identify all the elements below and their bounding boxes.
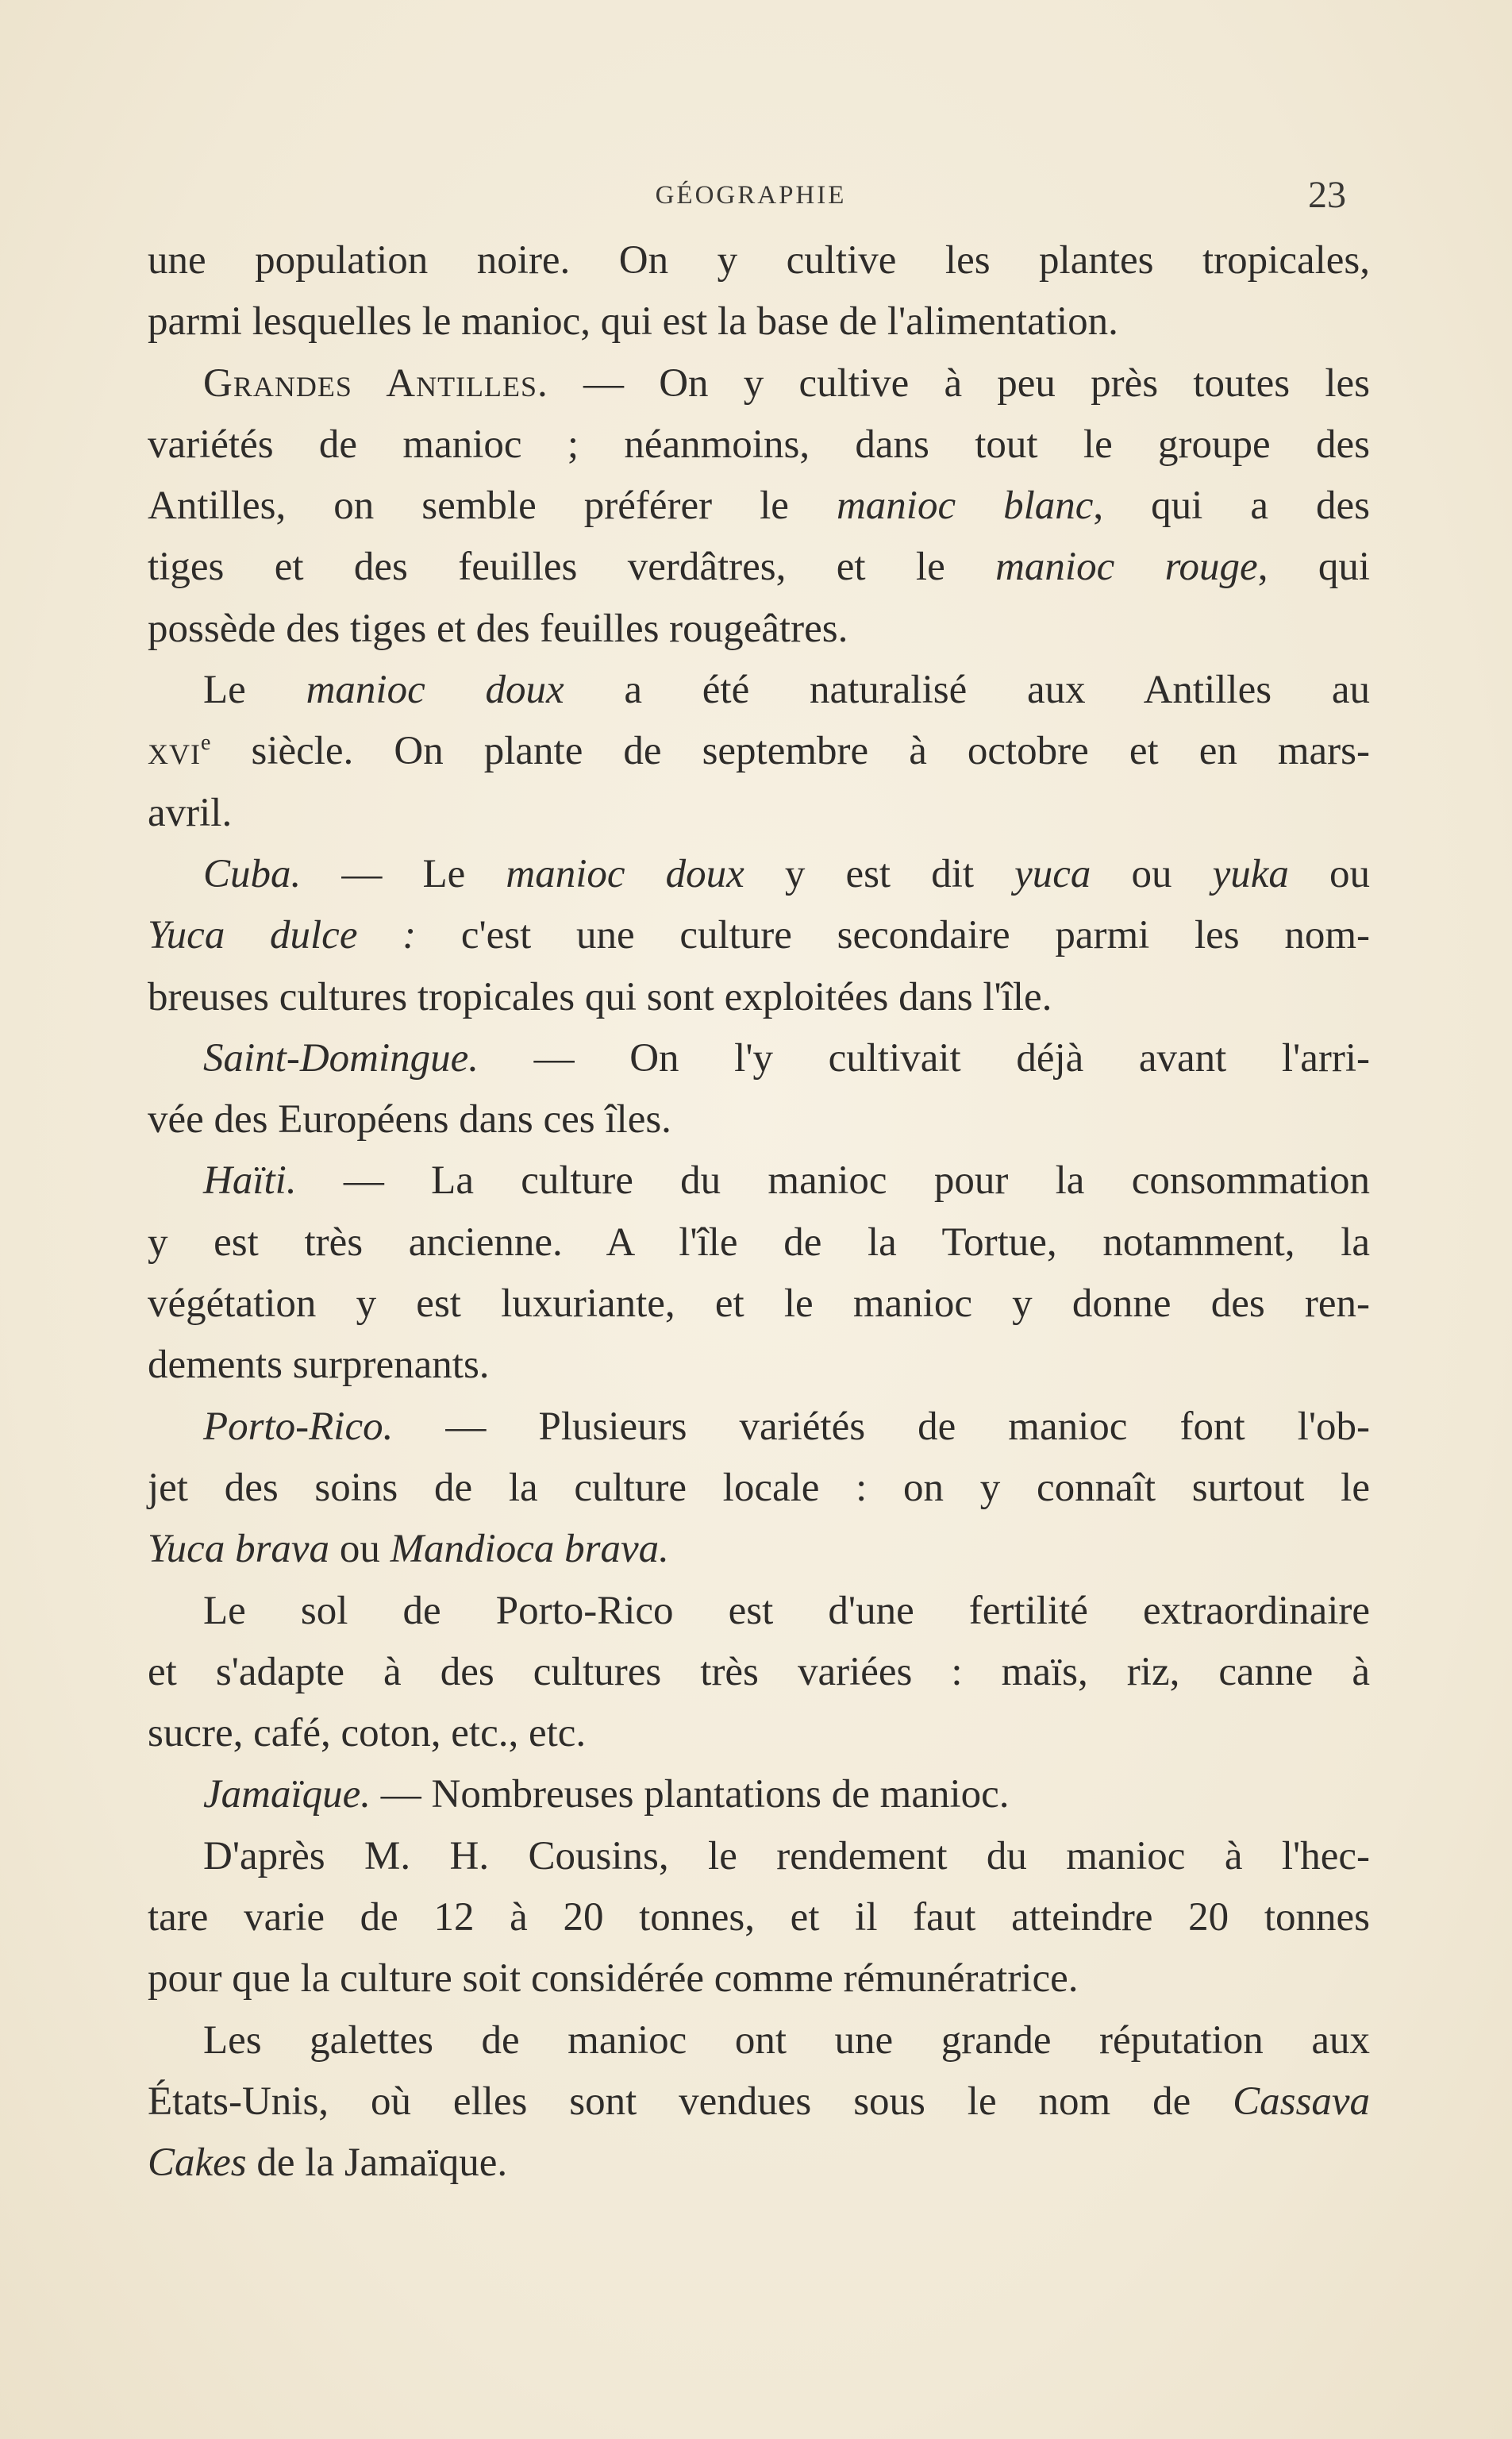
text-line: Le sol de Porto-Rico est d'une fertilité extraordinaire (203, 1588, 1370, 1633)
text-line: Cakes de la Jamaïque. (148, 2140, 508, 2186)
text-line: avril. (148, 790, 233, 835)
text-line: Yuca dulce : c'est une culture secondaire parmi les nom- (148, 913, 1370, 958)
text-line: Le manioc doux a été naturalisé aux Antilles au (203, 668, 1370, 713)
text-line: tiges et des feuilles verdâtres, et le manioc rouge, qui (148, 545, 1370, 590)
text-line: dements surprenants. (148, 1343, 490, 1388)
text-line: Les galettes de manioc ont une grande réputation aux (203, 2017, 1370, 2063)
text-line: Grandes Antilles. — On y cultive à peu près toutes les (203, 360, 1370, 406)
place-name: Haïti. (203, 1158, 297, 1204)
text-line: Cuba. — Le manioc doux y est dit yuca ou yuka ou (203, 851, 1371, 896)
text-line: Jamaïque. — Nombreuses plantations de manioc. (203, 1772, 1010, 1817)
running-title: GÉOGRAPHIE (655, 181, 847, 210)
section-heading: Grandes Antilles. (203, 360, 548, 406)
text-line: végétation y est luxuriante, et le manioc y donne des ren- (148, 1281, 1370, 1327)
page-number: 23 (1308, 174, 1346, 216)
text-line: y est très ancienne. A l'île de la Tortue, notamment, la (148, 1220, 1370, 1265)
text-line: breuses cultures tropicales qui sont exploitées dans l'île. (148, 974, 1052, 1019)
text-line: jet des soins de la culture locale : on y connaît surtout le (148, 1465, 1370, 1510)
text-line: xvi$^e$ siècle. On plante de septembre à octobre et en mars- (148, 729, 1370, 774)
text-line: une population noire. On y cultive les plantes tropicales, (148, 238, 1370, 283)
text-line: D'après M. H. Cousins, le rendement du manioc à l'hec- (203, 1833, 1370, 1878)
body-text (148, 230, 1370, 2194)
text-line: sucre, café, coton, etc., etc. (148, 1711, 587, 1756)
place-name: Saint-Domingue. (203, 1035, 479, 1081)
running-head (148, 173, 1354, 221)
text-line: et s'adapte à des cultures très variées : maïs, riz, canne à (148, 1649, 1370, 1694)
text-line: Saint-Domingue. — On l'y cultivait déjà avant l'arri- (203, 1035, 1370, 1081)
place-name: Cuba. (203, 851, 302, 896)
text-line: possède des tiges et des feuilles rougeâtres. (148, 606, 848, 651)
text-line: pour que la culture soit considérée comme rémunératrice. (148, 1956, 1079, 2002)
text-line: Antilles, on semble préférer le manioc blanc, qui a des (148, 484, 1370, 529)
text-line: Haïti. — La culture du manioc pour la consommation (203, 1158, 1370, 1204)
text-line: Porto-Rico. — Plusieurs variétés de manioc font l'ob- (203, 1404, 1370, 1449)
text-line: variétés de manioc ; néanmoins, dans tout le groupe des (148, 422, 1370, 467)
place-name: Jamaïque. (203, 1772, 371, 1817)
text-line: Yuca brava ou Mandioca brava. (148, 1527, 669, 1572)
text-line: États-Unis, où elles sont vendues sous le nom de Cassava (148, 2079, 1370, 2124)
place-name: Porto-Rico. (203, 1404, 394, 1449)
text-line: tare varie de 12 à 20 tonnes, et il faut atteindre 20 tonnes (148, 1895, 1370, 1940)
text-line: vée des Européens dans ces îles. (148, 1097, 671, 1142)
text-line: parmi lesquelles le manioc, qui est la base de l'alimentation. (148, 299, 1118, 345)
